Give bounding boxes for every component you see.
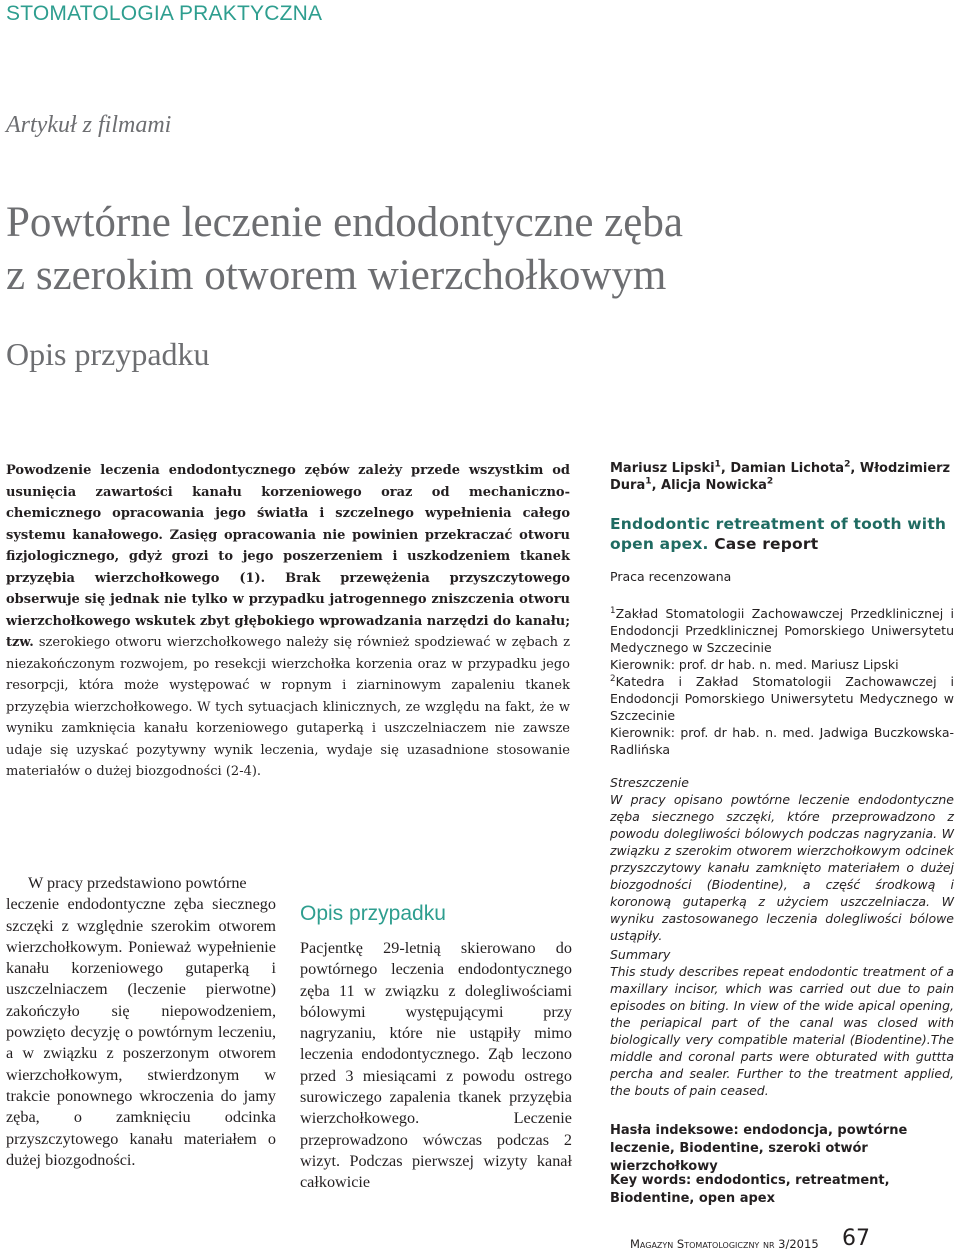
english-title-suffix: Case report: [708, 535, 819, 553]
footer-journal-name: Magazyn Stomatologiczny nr 3/2015: [630, 1237, 819, 1251]
authors: Mariusz Lipski$^1$, Damian Lichota$^2$, Włodzimierz Dura$^1$, Alicja Nowicka$^2$: [610, 459, 951, 493]
peer-reviewed-label: Praca recenzowana: [610, 569, 732, 584]
author-4: Alicja Nowicka: [661, 478, 767, 493]
keywords-polish: Hasła indeksowe: endodoncja, powtórne leczenie, Biodentine, szeroki otwór wierzchołkowy: [610, 1123, 908, 1174]
intro-first-line: W pracy przedstawiono powtórne: [28, 874, 247, 892]
title-line-2: z szerokim otworem wierzchołkowym: [6, 252, 667, 299]
abstract-polish: [610, 774, 954, 944]
case-report-text: Pacjentkę 29-letnią skierowano do powtórnego leczenia endodontycznego zęba 11 w związku z dolegliwościami bólowymi występującymi przy nagryzaniu, które nie ustąpiły mimo leczenia endodontycznego. Ząb leczono przed 3 miesiącami z powodu ostrego surowiczego zapalenia tkanek przyzębia wierzchołkowego. Leczenie przeprowadzono wówczas podczas 2 wizyt. Podczas pierwszej wizyty kanał całkowicie: [300, 939, 572, 1192]
keywords-english: Key words: endodontics, retreatment, Biodentine, open apex: [610, 1173, 890, 1206]
affiliation-1-sup: 1: [610, 605, 616, 616]
lead-text-part1: Powodzenie leczenia endodontycznego zębów zależy przede wszystkim od usunięcia zawartości kanału korzeniowego oraz od mechaniczno-chemicznego opracowania jego światła i szczelnego wypełnienia całego systemu kanałowego. Zasięg opracowania nie powinien przekraczać otworu fizjologicznego, gdyż grozi to jego poszerzeniem i uszkodzeniem tkanek przyzębia wierzchołkowego (1). Brak przewężenia przyszczytowego obserwuje się jednak nie tylko w przypadku jatrogennego zniszczenia otworu wierzchołkowego wskutek zbyt głębokiego wprowadzania narzędzi do kanału; tzw.: [6, 463, 570, 650]
abstract-polish-text: W pracy opisano powtórne leczenie endodontyczne zęba siecznego szczęki, które przeprowadzono z powodu dolegliwości bólowych podczas nagryzania. W związku z szerokim otworem wierzchołkowym odcinek przyszczytowy kanału zamknięto materiałem o dużej biozgodności (Biodentine), a część środkową i koronową gutaperką z użyciem uszczelniacza. W wyniku zastosowanego leczenia dolegliwości bólowe ustąpiły.: [610, 792, 954, 943]
article-subtitle: Opis przypadku: [6, 336, 210, 372]
english-title-main: Endodontic retreatment of tooth with open apex.: [610, 515, 947, 553]
author-2: Damian Lichota: [730, 461, 845, 476]
abstract-english: [610, 946, 954, 1099]
affiliation-1: [610, 605, 954, 656]
author-2-sup: 2: [844, 459, 851, 470]
article-type-label: Artykuł z filmami: [6, 112, 172, 138]
article-title: [6, 196, 906, 302]
intro-text: leczenie endodontyczne zęba siecznego szczęki z względnie szerokim otworem wierzchołkowym. Ponieważ wypełnienie kanału korzeniowego gutaperką i uszczelniaczem (leczenie pierwotne) zakończyło się niepowodzeniem, powzięto decyzję o powtórnym leczeniu, a w związku z poszerzonym otworem wierzchołkowym, stwierdzonym w trakcie ponownego wkroczenia do jamy zęba, o zamknięciu odcinka przyszczytowego kanału materiałem o dużej biozgodności.: [6, 895, 276, 1169]
affiliation-2-head: Kierownik: prof. dr hab. n. med. Jadwiga Buczkowska-Radlińska: [610, 725, 954, 757]
abstract-english-label: Summary: [610, 947, 671, 962]
author-1: Mariusz Lipski: [610, 461, 715, 476]
author-3-sup: 1: [645, 476, 652, 487]
affiliations: [610, 605, 954, 758]
abstract-english-text: This study describes repeat endodontic treatment of a maxillary incisor, which was carried out due to pain episodes on biting. In view of the wide apical opening, the periapical part of the canal was closed with biologically very compatible material (Biodentine).The middle and coronal parts were obturated with guttta percha and sealer. Further to the treatment applied, the bouts of pain ceased.: [610, 964, 954, 1098]
case-report-heading: Opis przypadku: [300, 902, 446, 925]
lead-text-part2: szerokiego otworu wierzchołkowego należy się również spodziewać w zębach z niezakończonym rozwojem, po resekcji wierzchołka korzenia oraz w przypadku jego resorpcji, która może występować w ropnym i ziarninowym zapaleniu tkanek przyzębia wierzchołkowego. W tych sytuacjach klinicznych, ze względu na fakt, że w wyniku zamknięcia kanału korzeniowego gutaperką i uszczelniaczem nie zawsze udaje się uzyskać pozytywny wynik leczenia, wydaje się uzasadnione stosowanie materiałów o dużej biozgodności (2-4).: [6, 635, 570, 779]
affiliation-1-head: Kierownik: prof. dr hab. n. med. Mariusz Lipski: [610, 657, 899, 672]
lead-paragraph: [6, 460, 570, 783]
affiliation-2: [610, 673, 954, 724]
author-3: Włodzimierz Dura: [610, 461, 951, 493]
author-4-sup: 2: [766, 476, 774, 487]
page-number: 67: [842, 1226, 870, 1251]
affiliation-2-sup: 2: [610, 673, 616, 684]
english-title: [610, 514, 954, 554]
affiliation-2-text: Katedra i Zakład Stomatologii Zachowawczej i Endodoncji Pomorskiego Uniwersytetu Medycznego w Szczecinie: [610, 674, 954, 723]
author-1-sup: 1: [714, 459, 721, 470]
affiliation-1-text: Zakład Stomatologii Zachowawczej Przedklinicznej i Endodoncji Przedklinicznej Pomorskiego Uniwersytetu Medycznego w Szczecinie: [610, 606, 954, 655]
section-header: STOMATOLOGIA PRAKTYCZNA: [6, 2, 323, 25]
title-line-1: Powtórne leczenie endodontyczne zęba: [6, 199, 683, 246]
intro-paragraph: [6, 873, 276, 1171]
abstract-polish-label: Streszczenie: [610, 775, 689, 790]
